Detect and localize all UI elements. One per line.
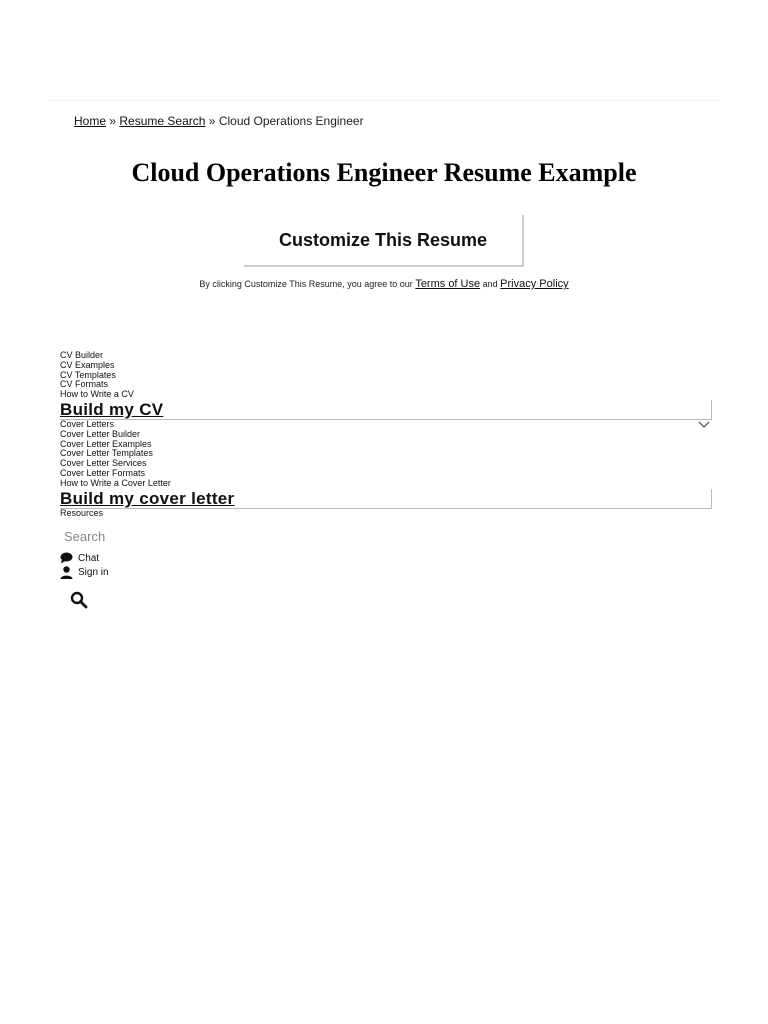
search-icon[interactable] bbox=[70, 591, 88, 609]
nav-cover-letter-examples[interactable]: Cover Letter Examples bbox=[60, 438, 152, 449]
nav-cover-letters-row bbox=[60, 420, 712, 430]
nav-how-to-write-cv[interactable]: How to Write a CV bbox=[60, 389, 134, 400]
sign-in-link[interactable] bbox=[60, 566, 109, 578]
consent-and: and bbox=[482, 279, 498, 289]
nav-cv-builder[interactable]: CV Builder bbox=[60, 350, 104, 360]
page-title: Cloud Operations Engineer Resume Example bbox=[131, 158, 637, 187]
nav-cv-examples[interactable]: CV Examples bbox=[60, 359, 115, 370]
search-input[interactable] bbox=[60, 526, 224, 546]
terms-of-use-link[interactable]: Terms of Use bbox=[415, 278, 481, 290]
nav-cv-templates[interactable]: CV Templates bbox=[60, 369, 116, 380]
chat-label: Chat bbox=[78, 552, 100, 564]
breadcrumb-resume-search-link[interactable]: Resume Search bbox=[119, 114, 206, 128]
nav-resources[interactable]: Resources bbox=[60, 507, 104, 518]
nav-cv-formats[interactable]: CV Formats bbox=[60, 379, 109, 390]
chat-bubble-icon bbox=[60, 552, 73, 564]
nav-how-to-write-cover-letter[interactable]: How to Write a Cover Letter bbox=[60, 477, 171, 488]
chat-link[interactable] bbox=[60, 552, 99, 564]
user-icon bbox=[60, 566, 73, 578]
consent-text bbox=[0, 278, 768, 290]
nav-cover-letter-builder[interactable]: Cover Letter Builder bbox=[60, 428, 141, 439]
breadcrumb-current: Cloud Operations Engineer bbox=[218, 114, 364, 128]
nav-cover-letter-formats[interactable]: Cover Letter Formats bbox=[60, 467, 146, 478]
nav-cover-letters[interactable]: Cover Letters bbox=[60, 418, 115, 429]
build-cover-letter-button[interactable]: Build my cover letter bbox=[60, 489, 712, 509]
breadcrumb-separator: » bbox=[208, 114, 216, 128]
build-cv-button[interactable]: Build my CV bbox=[60, 400, 712, 420]
breadcrumb bbox=[74, 114, 364, 128]
breadcrumb-separator: » bbox=[109, 114, 117, 128]
nav-cover-letter-services[interactable]: Cover Letter Services bbox=[60, 458, 147, 469]
top-divider bbox=[48, 100, 720, 101]
customize-resume-button[interactable]: Customize This Resume bbox=[244, 215, 524, 267]
breadcrumb-home-link[interactable]: Home bbox=[74, 114, 107, 128]
main-nav bbox=[60, 351, 712, 518]
nav-cover-letter-templates[interactable]: Cover Letter Templates bbox=[60, 448, 153, 459]
consent-prefix: By clicking Customize This Resume, you agree to our bbox=[199, 279, 413, 289]
chevron-down-icon[interactable] bbox=[698, 420, 710, 431]
privacy-policy-link[interactable]: Privacy Policy bbox=[500, 278, 569, 290]
sign-in-label: Sign in bbox=[78, 566, 109, 578]
